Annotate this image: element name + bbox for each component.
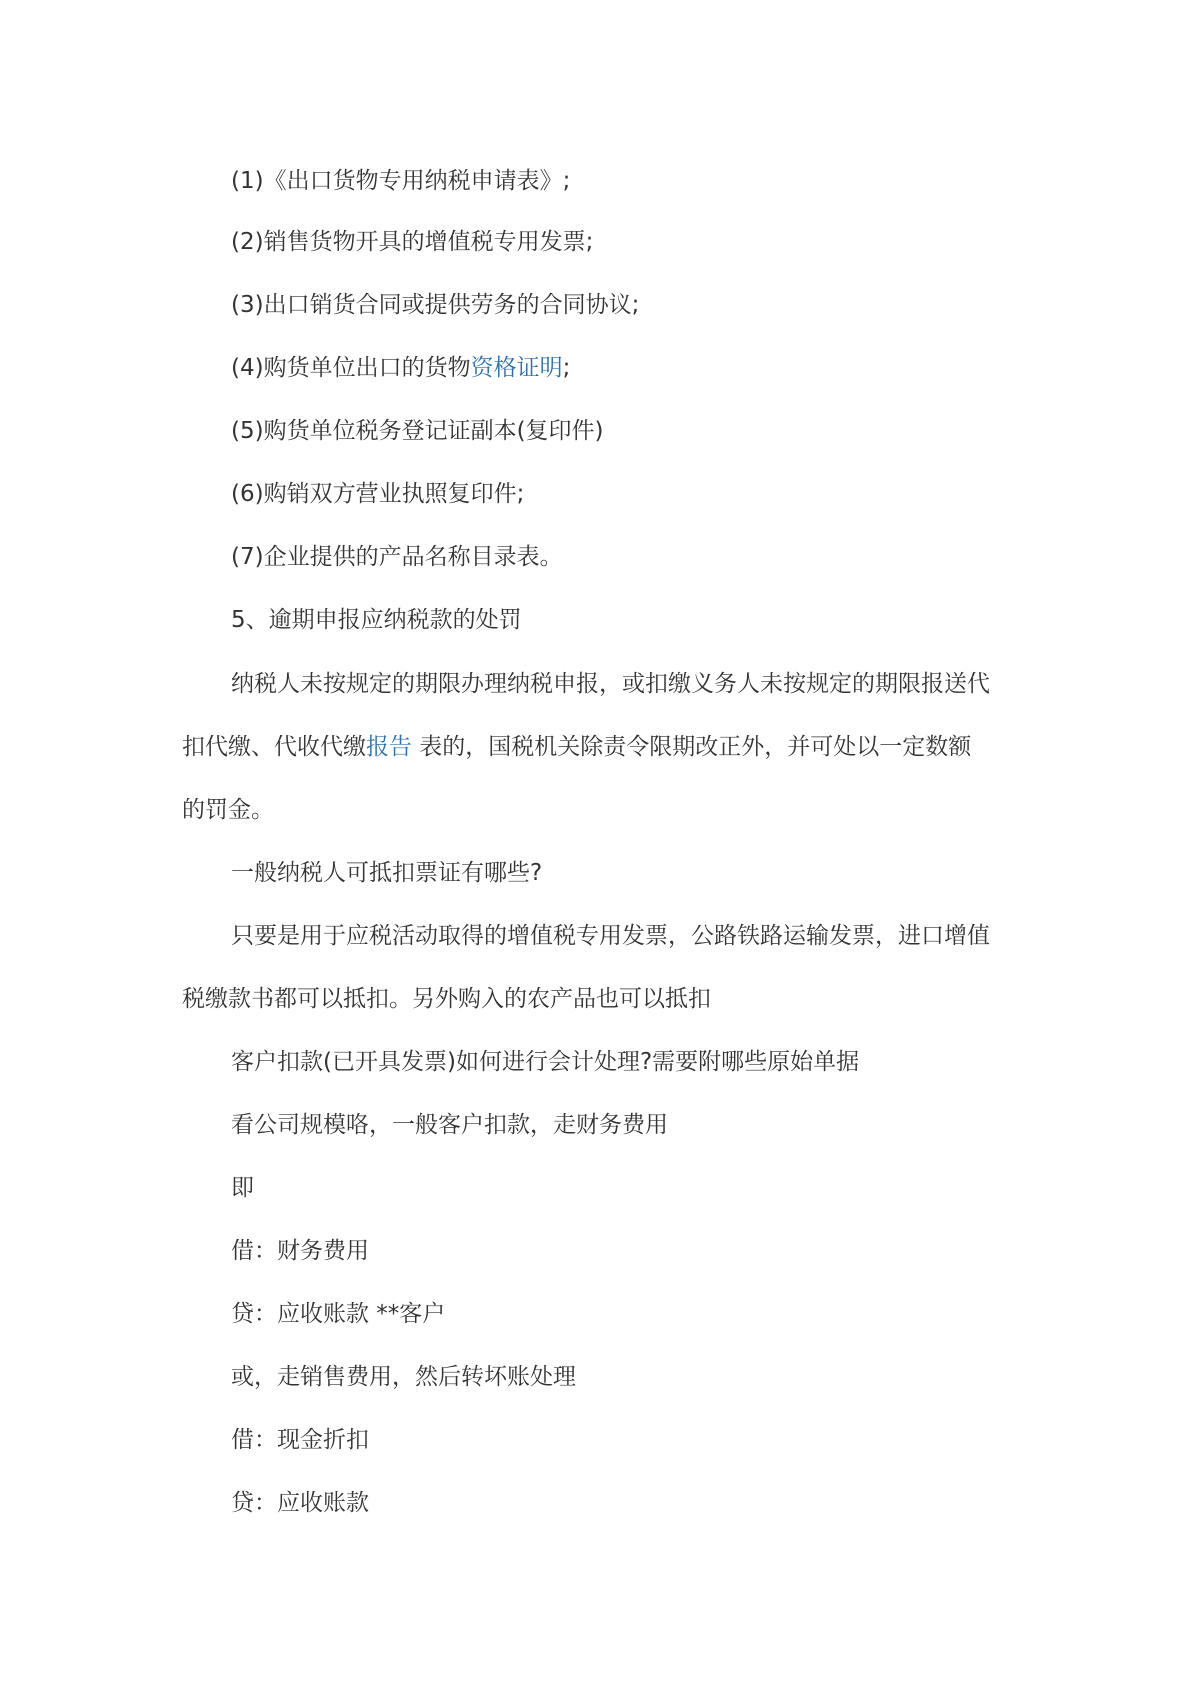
list-item-text: ; [562,355,571,381]
question-heading: 客户扣款(已开具发票)如何进行会计处理?需要附哪些原始单据 [231,1049,860,1075]
paragraph-text: 扣代缴、代收代缴 [182,734,366,760]
paragraph-line: 税缴款书都可以抵扣。另外购入的农产品也可以抵扣 [182,986,711,1012]
list-item-text: (4)购货单位出口的货物 [231,355,471,381]
list-item: (7)企业提供的产品名称目录表。 [231,544,563,570]
journal-entry-line: 借：财务费用 [231,1238,369,1264]
paragraph-line: 或，走销售费用，然后转坏账处理 [231,1364,576,1390]
paragraph-line: 纳税人未按规定的期限办理纳税申报，或扣缴义务人未按规定的期限报送代 [231,671,990,697]
question-heading: 一般纳税人可抵扣票证有哪些? [231,860,543,886]
list-item: (2)销售货物开具的增值税专用发票; [231,229,594,255]
paragraph-line: 只要是用于应税活动取得的增值税专用发票，公路铁路运输发票，进口增值 [231,923,990,949]
paragraph-line: 看公司规模咯，一般客户扣款，走财务费用 [231,1112,668,1138]
journal-entry-line: 贷：应收账款 [231,1490,369,1516]
journal-entry-line: 借：现金折扣 [231,1427,369,1453]
journal-entry-line: 贷：应收账款 **客户 [231,1301,446,1327]
paragraph-line [182,731,971,763]
report-link[interactable]: 报告 [366,734,412,760]
list-item: (5)购货单位税务登记证副本(复印件) [231,418,604,444]
list-item: (1)《出口货物专用纳税申请表》; [231,168,571,194]
paragraph-line: 即 [231,1175,254,1201]
paragraph-text: 表的，国税机关除责令限期改正外，并可处以一定数额 [412,734,972,760]
list-item: (3)出口销货合同或提供劳务的合同协议; [231,292,640,318]
qualification-certificate-link[interactable]: 资格证明 [470,355,563,381]
list-item: (6)购销双方营业执照复印件; [231,481,525,507]
list-item [231,352,570,384]
section-heading: 5、逾期申报应纳税款的处罚 [231,607,522,633]
paragraph-line: 的罚金。 [182,797,274,823]
